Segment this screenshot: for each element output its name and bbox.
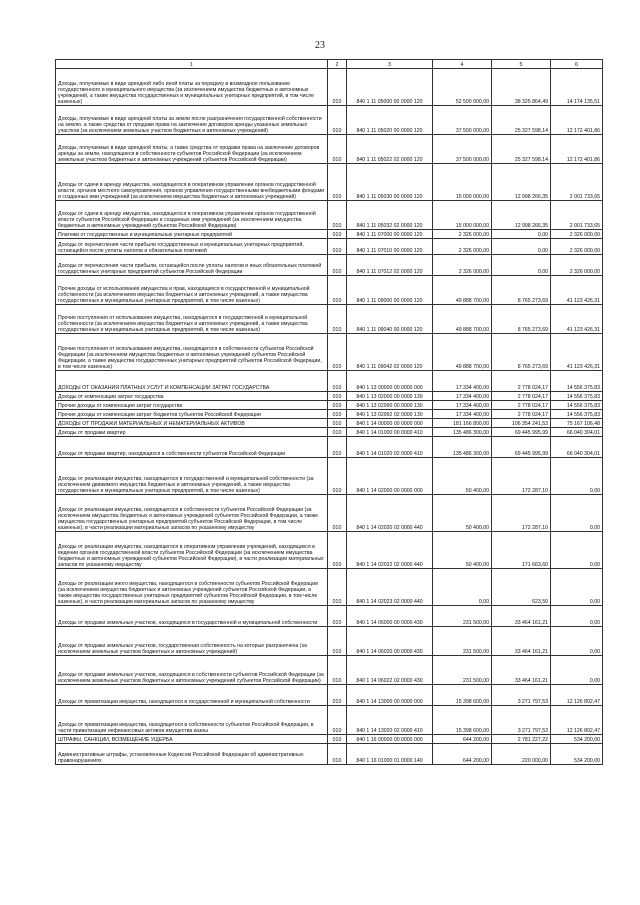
row-name: Доходы от реализации имущества, находящегося в государственной и муниципальной собственности (за исключением движимого имущества бюджетных и автономных учреждений, а также имущества государственных и муниципальных унитарных предприятий, в том числе казенных): [56, 458, 328, 495]
row-name: ДОХОДЫ ОТ ОКАЗАНИЯ ПЛАТНЫХ УСЛУГ И КОМПЕНСАЦИИ ЗАТРАТ ГОСУДАРСТВА: [56, 371, 328, 392]
table-row: [56, 371, 603, 392]
row-name: Доходы от сдачи в аренду имущества, находящегося в оперативном управлении органов государственной власти субъектов Российской Федерации и созданных ими учреждений (за исключением имущества бюджетных и автономных учреждений субъектов Российской Федерации): [56, 201, 328, 230]
row-rest: 12 126 802,47: [551, 706, 603, 735]
row-name: Доходы от перечисления части прибыли государственных и муниципальных унитарных предприятий, остающейся после уплаты налогов и обязательных платежей: [56, 239, 328, 255]
table-row: [56, 706, 603, 735]
row-rest: 41 123 426,31: [551, 305, 603, 334]
row-code: 010: [328, 532, 347, 569]
row-plan: 2 326 000,00: [433, 255, 492, 276]
row-kbk: 840 1 11 07010 00 0000 120: [347, 239, 433, 255]
table-header-row: [56, 60, 603, 69]
row-plan: 37 500 000,00: [433, 106, 492, 135]
row-fact: 2 781 227,22: [492, 735, 551, 744]
row-kbk: 840 1 11 07000 00 0000 120: [347, 230, 433, 239]
row-plan: 17 334 400,00: [433, 410, 492, 419]
row-code: 010: [328, 706, 347, 735]
row-fact: 172 287,10: [492, 458, 551, 495]
row-code: 010: [328, 135, 347, 164]
row-name: Доходы от реализации иного имущества, находящегося в собственности субъектов Российской Федерации (за исключением имущества бюджетных и автономных учреждений субъектов Российской Федерации, а также имущества государственных унитарных предприятий субъектов Российской Федерации, в том числе казенных), в части реализации материальных запасов по указанному имуществу: [56, 569, 328, 606]
table-row: [56, 201, 603, 230]
row-kbk: 840 1 16 01000 01 0000 140: [347, 744, 433, 765]
row-name: Доходы от компенсации затрат государства: [56, 392, 328, 401]
row-plan: 231 500,00: [433, 627, 492, 656]
row-code: 010: [328, 164, 347, 201]
row-name: Платежи от государственных и муниципальных унитарных предприятий: [56, 230, 328, 239]
row-code: 010: [328, 410, 347, 419]
table-row: [56, 437, 603, 458]
row-rest: 75 167 106,48: [551, 419, 603, 428]
row-rest: 66 040 304,01: [551, 437, 603, 458]
row-fact: 2 778 024,17: [492, 371, 551, 392]
row-kbk: 840 1 11 05020 00 0000 120: [347, 106, 433, 135]
row-name: Доходы от приватизации имущества, находящегося в собственности субъектов Российской Федерации, в части приватизации нефинансовых активов имущества казны: [56, 706, 328, 735]
row-name: Доходы от продажи квартир, находящихся в собственности субъектов Российской Федерации: [56, 437, 328, 458]
table-row: [56, 428, 603, 437]
row-kbk: 840 1 16 00000 00 0000 000: [347, 735, 433, 744]
row-code: 010: [328, 735, 347, 744]
row-code: 010: [328, 201, 347, 230]
row-plan: 49 888 700,00: [433, 276, 492, 305]
row-rest: 66 040 304,01: [551, 428, 603, 437]
row-fact: 106 354 241,53: [492, 419, 551, 428]
row-kbk: 840 1 14 01000 00 0000 410: [347, 428, 433, 437]
row-kbk: 840 1 11 07012 02 0000 120: [347, 255, 433, 276]
table-row: [56, 135, 603, 164]
row-kbk: 840 1 14 01020 02 0000 410: [347, 437, 433, 458]
column-header: 6: [551, 60, 603, 69]
row-plan: 135 486 300,00: [433, 428, 492, 437]
row-rest: 12 172 401,86: [551, 106, 603, 135]
row-name: Доходы от продажи земельных участков, находящихся в государственной и муниципальной собственности: [56, 606, 328, 627]
table-row: [56, 230, 603, 239]
row-code: 010: [328, 255, 347, 276]
row-rest: 41 123 426,31: [551, 334, 603, 371]
row-plan: 50 400,00: [433, 532, 492, 569]
table-row: [56, 334, 603, 371]
row-rest: 2 326 000,00: [551, 255, 603, 276]
row-plan: 135 486 300,00: [433, 437, 492, 458]
table-row: [56, 532, 603, 569]
column-header: 2: [328, 60, 347, 69]
row-kbk: 840 1 14 02020 02 0000 440: [347, 495, 433, 532]
row-plan: 15 398 600,00: [433, 706, 492, 735]
row-plan: 17 334 400,00: [433, 401, 492, 410]
row-plan: 50 400,00: [433, 495, 492, 532]
row-fact: 33 464 161,21: [492, 606, 551, 627]
row-kbk: 840 1 11 05030 00 0000 120: [347, 164, 433, 201]
row-kbk: 840 1 11 09042 02 0000 120: [347, 334, 433, 371]
row-kbk: 840 1 11 09040 00 0000 120: [347, 305, 433, 334]
table-row: [56, 627, 603, 656]
row-name: Прочие доходы от компенсации затрат государства: [56, 401, 328, 410]
row-code: 010: [328, 569, 347, 606]
table-row: [56, 276, 603, 305]
row-code: 010: [328, 334, 347, 371]
row-plan: 15 398 600,00: [433, 685, 492, 706]
row-rest: 12 126 802,47: [551, 685, 603, 706]
row-fact: 69 445 995,99: [492, 428, 551, 437]
row-kbk: 840 1 13 02992 02 0000 130: [347, 410, 433, 419]
row-code: 010: [328, 744, 347, 765]
row-fact: 25 327 598,14: [492, 135, 551, 164]
row-rest: 2 326 000,00: [551, 239, 603, 255]
table-row: [56, 239, 603, 255]
row-fact: 3 271 797,53: [492, 685, 551, 706]
row-code: 010: [328, 495, 347, 532]
row-fact: 0,00: [492, 255, 551, 276]
row-rest: 0,00: [551, 458, 603, 495]
row-fact: 171 663,60: [492, 532, 551, 569]
row-name: Прочие доходы от использования имущества и прав, находящихся в государственной и муниципальной собственности (за исключением имущества бюджетных и автономных учреждений, а также имущества государственных и муниципальных унитарных предприятий, в том числе казенных): [56, 276, 328, 305]
row-rest: 0,00: [551, 569, 603, 606]
column-header: 4: [433, 60, 492, 69]
row-fact: 0,00: [492, 239, 551, 255]
row-code: 010: [328, 106, 347, 135]
row-fact: 33 464 161,21: [492, 627, 551, 656]
row-fact: 8 765 273,69: [492, 334, 551, 371]
row-fact: 2 778 024,17: [492, 401, 551, 410]
row-plan: 644 200,00: [433, 735, 492, 744]
row-rest: 0,00: [551, 532, 603, 569]
row-kbk: 840 1 14 13020 02 0000 410: [347, 706, 433, 735]
row-rest: 14 556 375,83: [551, 401, 603, 410]
table-row: [56, 656, 603, 685]
row-kbk: 840 1 13 02990 00 0000 130: [347, 401, 433, 410]
row-kbk: 840 1 14 06000 00 0000 430: [347, 606, 433, 627]
row-plan: 17 334 400,00: [433, 371, 492, 392]
table-row: [56, 685, 603, 706]
row-rest: 0,00: [551, 627, 603, 656]
row-name: Доходы от продажи земельных участков, находящихся в собственности субъектов Российской Федерации (за исключением земельных участков бюджетных и автономных учреждений субъектов Российской Федерации): [56, 656, 328, 685]
row-rest: 0,00: [551, 656, 603, 685]
page-number: 23: [315, 40, 325, 51]
row-fact: 38 325 864,49: [492, 69, 551, 106]
row-kbk: 840 1 14 06020 00 0000 430: [347, 627, 433, 656]
row-code: 010: [328, 230, 347, 239]
row-rest: 0,00: [551, 495, 603, 532]
column-header: 3: [347, 60, 433, 69]
row-rest: 12 172 401,86: [551, 135, 603, 164]
row-fact: 8 765 273,69: [492, 305, 551, 334]
row-kbk: 840 1 11 09000 00 0000 120: [347, 276, 433, 305]
row-code: 010: [328, 276, 347, 305]
row-name: Доходы от перечисления части прибыли, остающейся после уплаты налогов и иных обязательных платежей государственных унитарных предприятий субъектов Российской Федерации: [56, 255, 328, 276]
row-fact: 8 765 273,69: [492, 276, 551, 305]
table-row: [56, 164, 603, 201]
table-row: [56, 410, 603, 419]
row-fact: 2 778 024,17: [492, 392, 551, 401]
table-row: [56, 569, 603, 606]
row-fact: 0,00: [492, 230, 551, 239]
row-plan: 50 400,00: [433, 458, 492, 495]
revenue-table: [55, 59, 603, 765]
row-name: Прочие поступления от использования имущества, находящегося в собственности субъектов Российской Федерации (за исключением имущества бюджетных и автономных учреждений субъектов Российской Федерации, а также имущества государственных унитарных предприятий субъектов Российской Федерации, в том числе казенных): [56, 334, 328, 371]
table-row: [56, 419, 603, 428]
row-rest: 2 001 733,65: [551, 201, 603, 230]
row-fact: 623,50: [492, 569, 551, 606]
table-row: [56, 106, 603, 135]
row-fact: 220 000,00: [492, 744, 551, 765]
row-plan: 2 326 000,00: [433, 239, 492, 255]
row-rest: 2 326 000,00: [551, 230, 603, 239]
row-plan: 49 888 700,00: [433, 305, 492, 334]
row-rest: 14 556 375,83: [551, 392, 603, 401]
row-code: 010: [328, 69, 347, 106]
row-kbk: 840 1 14 02000 00 0000 000: [347, 458, 433, 495]
row-name: Доходы от продажи квартир: [56, 428, 328, 437]
table-row: [56, 401, 603, 410]
row-plan: 15 000 000,00: [433, 164, 492, 201]
table-row: [56, 392, 603, 401]
row-code: 010: [328, 419, 347, 428]
table-row: [56, 305, 603, 334]
column-header: 5: [492, 60, 551, 69]
row-code: 010: [328, 685, 347, 706]
row-code: 010: [328, 437, 347, 458]
row-plan: 52 500 000,00: [433, 69, 492, 106]
row-fact: 33 464 161,21: [492, 656, 551, 685]
row-fact: 69 445 995,99: [492, 437, 551, 458]
table-row: [56, 495, 603, 532]
row-kbk: 840 1 13 00000 00 0000 000: [347, 371, 433, 392]
row-code: 010: [328, 428, 347, 437]
row-rest: 14 174 135,51: [551, 69, 603, 106]
row-plan: 0,00: [433, 569, 492, 606]
row-name: Доходы, получаемые в виде арендной платы, а также средства от продажи права на заключение договоров аренды за земли, находящиеся в собственности субъектов Российской Федерации (за исключением земельных участков бюджетных и автономных учреждений субъектов Российской Федерации): [56, 135, 328, 164]
row-name: ШТРАФЫ, САНКЦИИ, ВОЗМЕЩЕНИЕ УЩЕРБА: [56, 735, 328, 744]
row-name: Прочие доходы от компенсации затрат бюджетов субъектов Российской Федерации: [56, 410, 328, 419]
row-plan: 231 500,00: [433, 606, 492, 627]
row-fact: 172 287,10: [492, 495, 551, 532]
row-code: 010: [328, 606, 347, 627]
row-fact: 2 778 024,17: [492, 410, 551, 419]
row-code: 010: [328, 458, 347, 495]
row-plan: 37 500 000,00: [433, 135, 492, 164]
row-fact: 25 327 598,14: [492, 106, 551, 135]
table-row: [56, 744, 603, 765]
row-fact: 3 271 797,53: [492, 706, 551, 735]
row-name: Административные штрафы, установленные Кодексом Российской Федерации об административных правонарушениях: [56, 744, 328, 765]
row-plan: 2 326 000,00: [433, 230, 492, 239]
row-kbk: 840 1 11 05022 02 0000 120: [347, 135, 433, 164]
row-code: 010: [328, 371, 347, 392]
table-row: [56, 69, 603, 106]
row-name: Доходы, получаемые в виде арендной либо иной платы за передачу в возмездное пользование государственного и муниципального имущества (за исключением имущества бюджетных и автономных учреждений, а также имущества государственных и муниципальных унитарных предприятий, в том числе казенных): [56, 69, 328, 106]
row-code: 010: [328, 656, 347, 685]
row-kbk: 840 1 14 13000 00 0000 000: [347, 685, 433, 706]
row-plan: 181 166 800,00: [433, 419, 492, 428]
row-name: Доходы, получаемые в виде арендной платы за земли после разграничения государственной собственности на землю, а также средства от продажи права на заключение договоров аренды указанных земельных участков (за исключением земельных участков бюджетных и автономных учреждений): [56, 106, 328, 135]
row-name: Прочие поступления от использования имущества, находящегося в государственной и муниципальной собственности (за исключением имущества бюджетных и автономных учреждений, а также имущества государственных и муниципальных унитарных предприятий, в том числе казенных): [56, 305, 328, 334]
table-row: [56, 606, 603, 627]
row-kbk: 840 1 14 02022 02 0000 440: [347, 532, 433, 569]
row-name: ДОХОДЫ ОТ ПРОДАЖИ МАТЕРИАЛЬНЫХ И НЕМАТЕРИАЛЬНЫХ АКТИВОВ: [56, 419, 328, 428]
row-plan: 17 334 400,00: [433, 392, 492, 401]
row-kbk: 840 1 14 02023 02 0000 440: [347, 569, 433, 606]
row-rest: 41 123 426,31: [551, 276, 603, 305]
row-code: 010: [328, 627, 347, 656]
table-row: [56, 255, 603, 276]
row-rest: 2 001 733,65: [551, 164, 603, 201]
row-plan: 231 500,00: [433, 656, 492, 685]
row-code: 010: [328, 239, 347, 255]
row-code: 010: [328, 305, 347, 334]
row-name: Доходы от продажи земельных участков, государственная собственность на которые разграничена (за исключением земельных участков бюджетных и автономных учреждений): [56, 627, 328, 656]
row-plan: 15 000 000,00: [433, 201, 492, 230]
row-kbk: 840 1 11 05000 00 0000 120: [347, 69, 433, 106]
row-kbk: 840 1 11 05032 02 0000 120: [347, 201, 433, 230]
row-plan: 49 888 700,00: [433, 334, 492, 371]
row-name: Доходы от сдачи в аренду имущества, находящегося в оперативном управлении органов государственной власти, органов местного самоуправления, органов управления государственными внебюджетными фондами и созданных ими учреждений (за исключением имущества бюджетных и автономных учреждений): [56, 164, 328, 201]
row-plan: 644 200,00: [433, 744, 492, 765]
row-kbk: 840 1 13 02000 00 0000 130: [347, 392, 433, 401]
row-rest: 14 556 375,83: [551, 371, 603, 392]
row-name: Доходы от приватизации имущества, находящегося в государственной и муниципальной собственности: [56, 685, 328, 706]
row-code: 010: [328, 392, 347, 401]
row-fact: 12 998 266,35: [492, 201, 551, 230]
row-kbk: 840 1 14 00000 00 0000 000: [347, 419, 433, 428]
row-rest: 0,00: [551, 606, 603, 627]
table-row: [56, 735, 603, 744]
row-rest: 534 200,00: [551, 744, 603, 765]
row-kbk: 840 1 14 06022 02 0000 430: [347, 656, 433, 685]
row-name: Доходы от реализации имущества, находящегося в собственности субъектов Российской Федерации (за исключением имущества бюджетных и автономных учреждений субъектов Российской Федерации, а также имущества государственных унитарных предприятий субъектов Российской Федерации, в том числе казенных), в части реализации материальных запасов по указанному имуществу: [56, 495, 328, 532]
row-code: 010: [328, 401, 347, 410]
row-rest: 534 200,00: [551, 735, 603, 744]
row-fact: 12 998 266,35: [492, 164, 551, 201]
column-header: 1: [56, 60, 328, 69]
row-name: Доходы от реализации имущества, находящегося в оперативном управлении учреждений, находящихся в ведении органов государственной власти субъектов Российской Федерации (за исключением имущества бюджетных и автономных учреждений субъектов Российской Федерации), в части реализации материальных запасов по указанному имуществу: [56, 532, 328, 569]
table-row: [56, 458, 603, 495]
row-rest: 14 556 375,83: [551, 410, 603, 419]
